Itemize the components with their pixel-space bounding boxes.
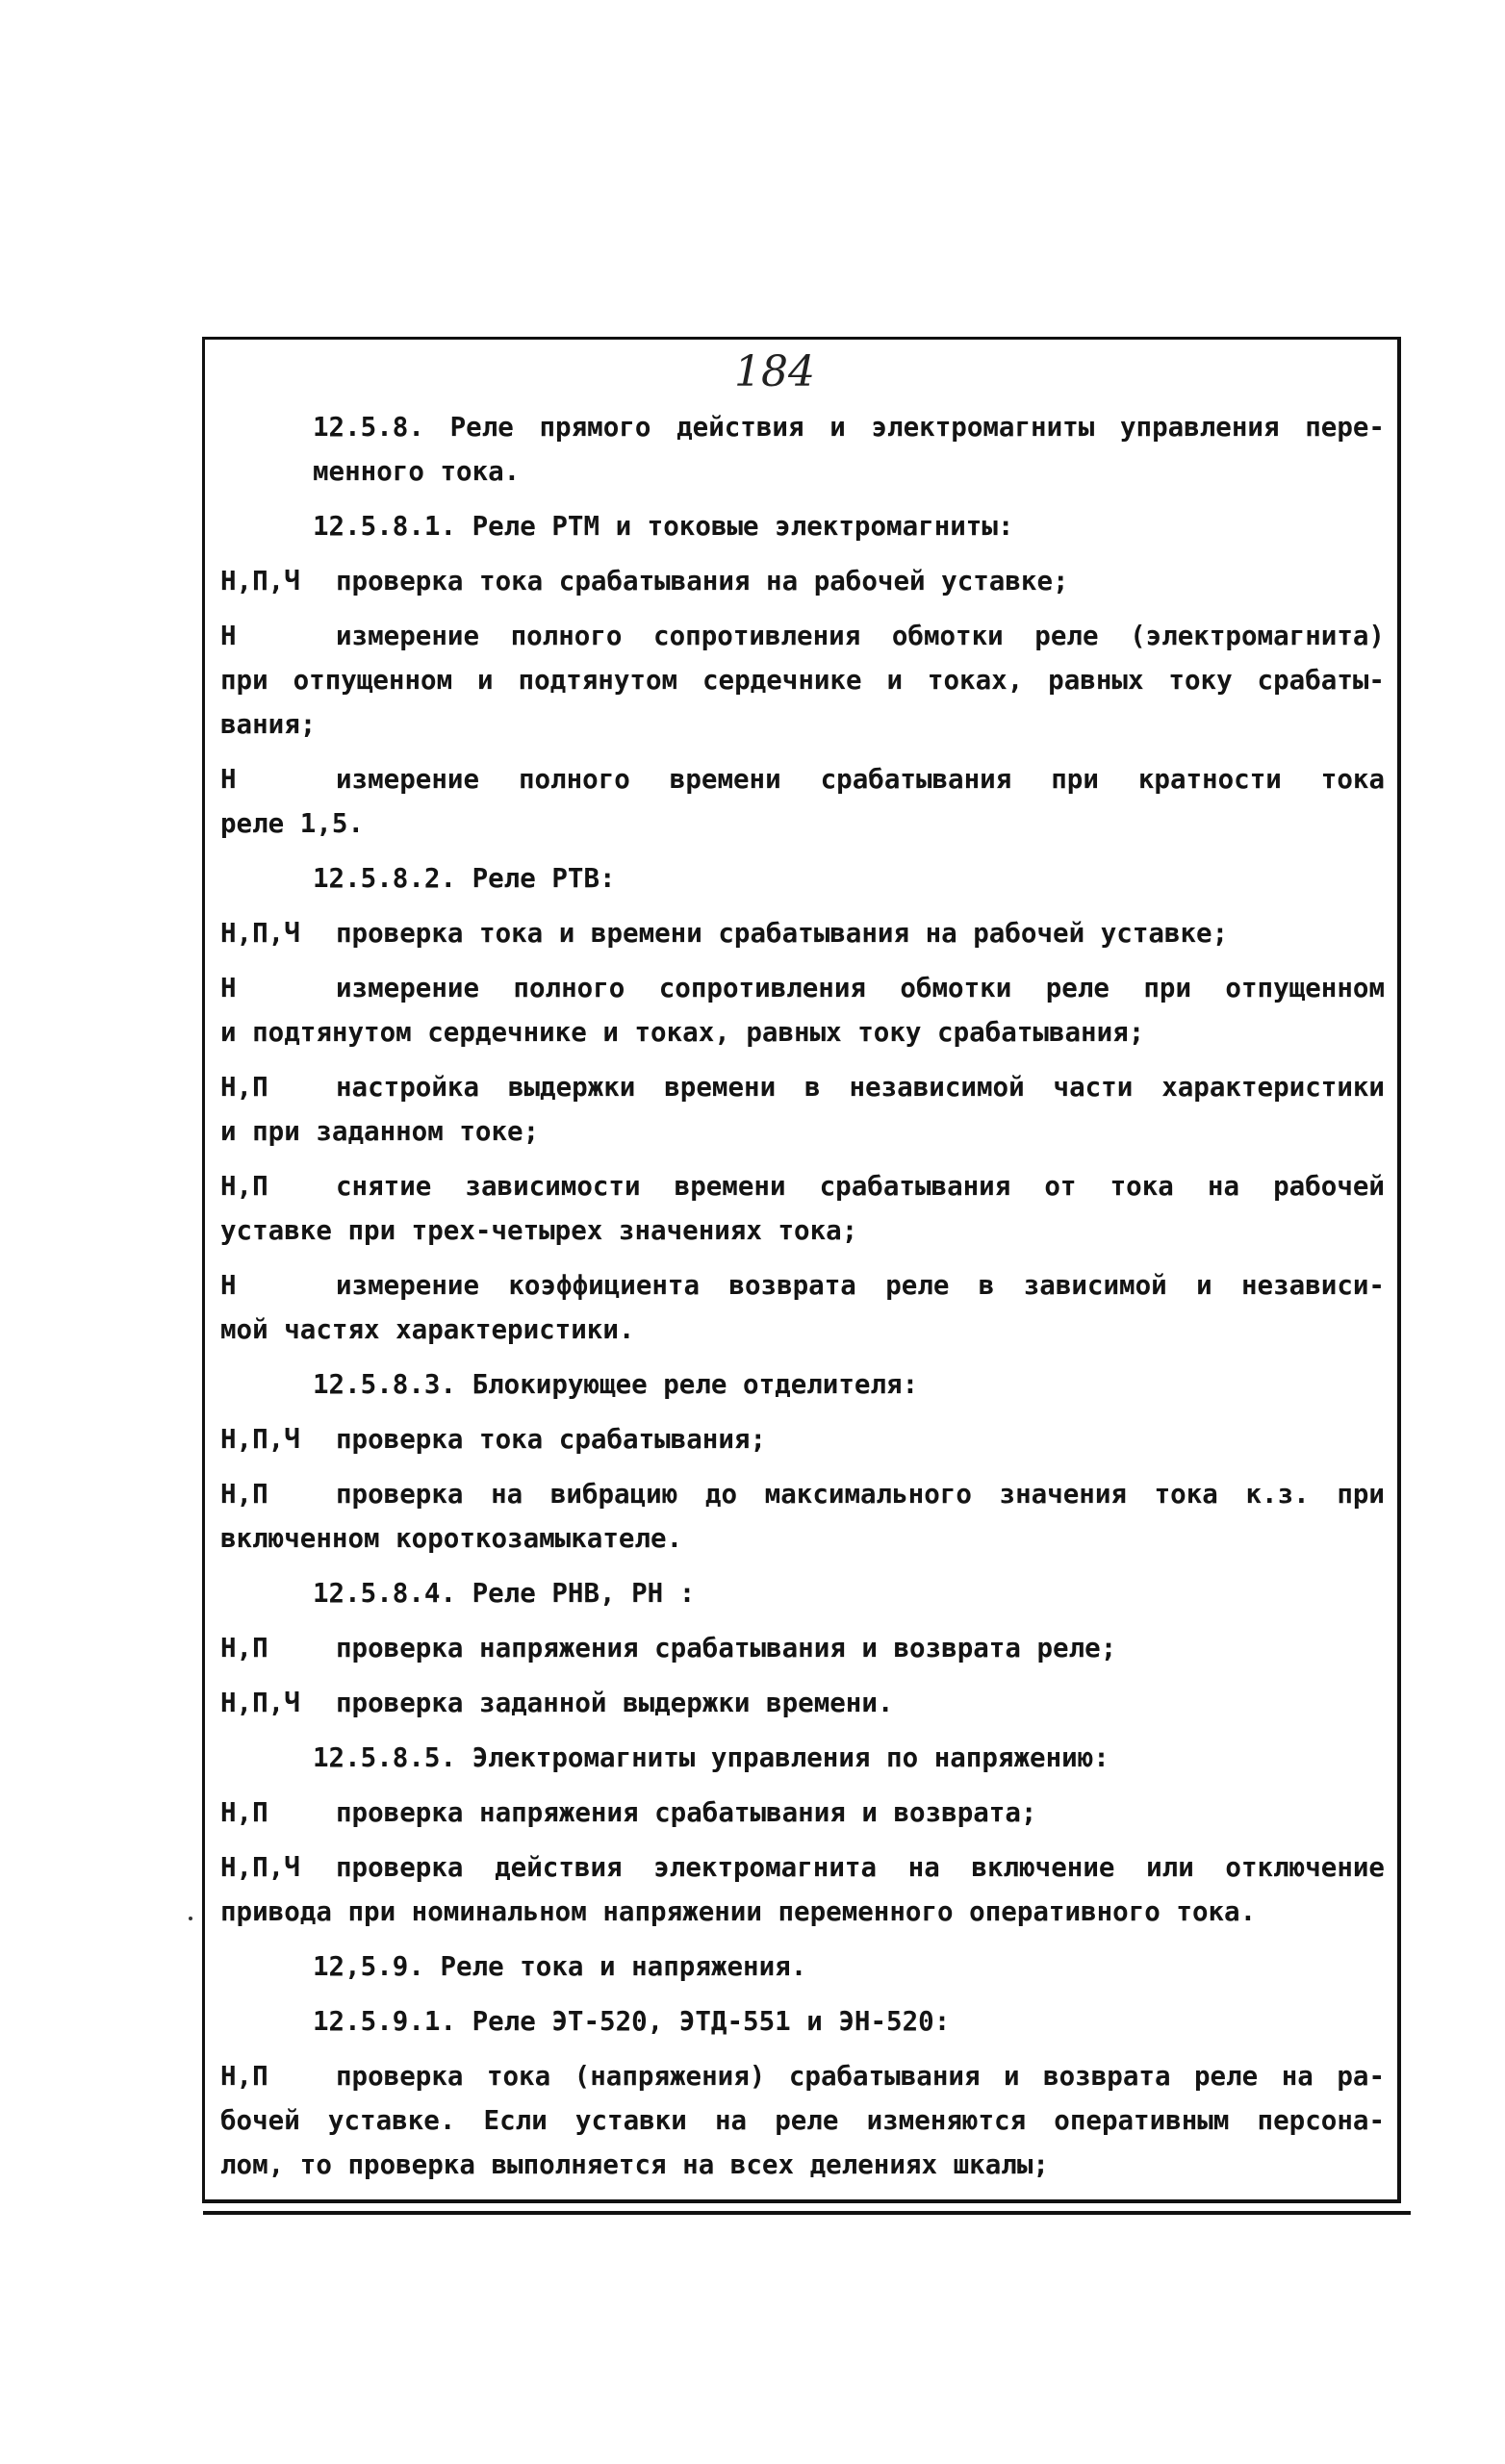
checklist-item: [220, 966, 1385, 1054]
text-line: [313, 1362, 1385, 1407]
text-line: [313, 1944, 1385, 1989]
line-text: 12.5.8.4. Реле РНВ, РН :: [313, 1578, 696, 1609]
line-text: включенном короткозамыкателе.: [220, 1523, 683, 1554]
text-line: [220, 559, 1385, 603]
inspection-type-tag: Н: [220, 1270, 237, 1301]
line-text: 12,5.9. Реле тока и напряжения.: [313, 1951, 807, 1982]
line-text: проверка действия электромагнита на включение или отключение: [336, 1852, 1385, 1883]
line-text: снятие зависимости времени срабатывания от тока на рабочей: [336, 1171, 1385, 1202]
line-text: измерение полного сопротивления обмотки реле (электромагнита): [336, 621, 1385, 651]
line-text: измерение полного времени срабатывания при кратности тока: [336, 764, 1385, 795]
line-text: 12.5.8.5. Электромагниты управления по напряжению:: [313, 1742, 1110, 1773]
section-heading: [220, 504, 1385, 548]
line-text: проверка тока срабатывания на рабочей уставке;: [336, 566, 1069, 597]
text-line: [313, 1571, 1385, 1615]
inspection-type-tag: Н,П: [220, 1171, 268, 1202]
text-line: [313, 1736, 1385, 1780]
inspection-type-tag: Н: [220, 764, 237, 795]
checklist-item: [220, 614, 1385, 747]
text-line: [313, 1999, 1385, 2044]
checklist-item: [220, 559, 1385, 603]
checklist-item: [220, 2054, 1385, 2187]
text-line: [313, 856, 1385, 901]
inspection-type-tag: Н,П,Ч: [220, 1688, 300, 1718]
text-line: [220, 1516, 1385, 1561]
text-line: [220, 1065, 1385, 1109]
text-line: [220, 757, 1385, 801]
line-text: проверка напряжения срабатывания и возврата реле;: [336, 1633, 1117, 1664]
text-line: [220, 2054, 1385, 2098]
line-text: проверка тока срабатывания;: [336, 1424, 767, 1455]
text-line: [220, 966, 1385, 1010]
text-line: [220, 1791, 1385, 1835]
text-line: [220, 1164, 1385, 1208]
text-line: [313, 449, 1385, 494]
stray-ink-mark: [189, 1917, 192, 1920]
line-text: настройка выдержки времени в независимой части характеристики: [336, 1072, 1385, 1103]
section-heading: [220, 1736, 1385, 1780]
line-text: проверка заданной выдержки времени.: [336, 1688, 894, 1718]
text-line: [220, 1472, 1385, 1516]
text-line: [220, 911, 1385, 955]
section-heading: [220, 1999, 1385, 2044]
checklist-item: [220, 1065, 1385, 1154]
line-text: и при заданном токе;: [220, 1116, 540, 1147]
text-line: [220, 614, 1385, 658]
checklist-item: [220, 1472, 1385, 1561]
line-text: 12.5.8.1. Реле РТМ и токовые электромагниты:: [313, 511, 1014, 542]
line-text: лом, то проверка выполняется на всех делениях шкалы;: [220, 2149, 1049, 2180]
text-line: [220, 1010, 1385, 1054]
line-text: менного тока.: [313, 456, 521, 487]
text-line: [220, 1681, 1385, 1725]
line-text: измерение коэффициента возврата реле в зависимой и независи-: [336, 1270, 1385, 1301]
line-text: и подтянутом сердечнике и токах, равных току срабатывания;: [220, 1017, 1145, 1048]
line-text: реле 1,5.: [220, 808, 365, 839]
page-number: 184: [734, 347, 815, 396]
text-line: [220, 1208, 1385, 1253]
text-line: [220, 1109, 1385, 1154]
text-line: [220, 702, 1385, 747]
document-body: [220, 405, 1385, 2197]
text-line: [220, 1308, 1385, 1352]
inspection-type-tag: Н,П,Ч: [220, 1852, 300, 1883]
line-text: уставке при трех-четырех значениях тока;: [220, 1215, 858, 1246]
section-heading: [220, 1362, 1385, 1407]
text-line: [220, 1417, 1385, 1461]
text-line: [220, 658, 1385, 702]
inspection-type-tag: Н,П: [220, 1797, 268, 1828]
line-text: проверка на вибрацию до максимального значения тока к.з. при: [336, 1479, 1385, 1510]
line-text: проверка напряжения срабатывания и возврата;: [336, 1797, 1037, 1828]
checklist-item: [220, 1164, 1385, 1253]
page-frame: [202, 337, 1401, 2203]
text-line: [220, 1626, 1385, 1670]
text-line: [220, 2098, 1385, 2143]
line-text: привода при номинальном напряжении переменного оперативного тока.: [220, 1896, 1257, 1927]
text-line: [220, 1845, 1385, 1890]
line-text: 12.5.8.2. Реле РТВ:: [313, 863, 616, 894]
inspection-type-tag: Н,П: [220, 2061, 268, 2092]
checklist-item: [220, 1845, 1385, 1934]
text-line: [220, 1890, 1385, 1934]
text-line: [220, 1263, 1385, 1308]
line-text: проверка тока (напряжения) срабатывания и возврата реле на ра-: [336, 2061, 1385, 2092]
line-text: мой частях характеристики.: [220, 1314, 635, 1345]
inspection-type-tag: Н,П,Ч: [220, 1424, 300, 1455]
section-heading: [220, 1571, 1385, 1615]
line-text: проверка тока и времени срабатывания на рабочей уставке;: [336, 918, 1229, 949]
checklist-item: [220, 1417, 1385, 1461]
line-text: бочей уставке. Если уставки на реле изменяются оперативным персона-: [220, 2105, 1385, 2136]
text-line: [220, 801, 1385, 846]
section-heading: [220, 856, 1385, 901]
checklist-item: [220, 1681, 1385, 1725]
checklist-item: [220, 1263, 1385, 1352]
section-heading: [220, 405, 1385, 494]
inspection-type-tag: Н,П: [220, 1072, 268, 1103]
checklist-item: [220, 1626, 1385, 1670]
checklist-item: [220, 911, 1385, 955]
checklist-item: [220, 1791, 1385, 1835]
inspection-type-tag: Н,П,Ч: [220, 918, 300, 949]
checklist-item: [220, 757, 1385, 846]
line-text: 12.5.8. Реле прямого действия и электромагниты управления пере-: [313, 412, 1385, 443]
text-line: [220, 2143, 1385, 2187]
text-line: [313, 504, 1385, 548]
inspection-type-tag: Н,П: [220, 1479, 268, 1510]
section-heading: [220, 1944, 1385, 1989]
inspection-type-tag: Н: [220, 973, 237, 1003]
line-text: вания;: [220, 709, 317, 740]
line-text: 12.5.9.1. Реле ЭТ-520, ЭТД-551 и ЭН-520:: [313, 2006, 951, 2037]
text-line: [313, 405, 1385, 449]
line-text: 12.5.8.3. Блокирующее реле отделителя:: [313, 1369, 919, 1400]
line-text: при отпущенном и подтянутом сердечнике и токах, равных току срабаты-: [220, 665, 1385, 696]
inspection-type-tag: Н,П,Ч: [220, 566, 300, 597]
inspection-type-tag: Н,П: [220, 1633, 268, 1664]
line-text: измерение полного сопротивления обмотки реле при отпущенном: [336, 973, 1385, 1003]
inspection-type-tag: Н: [220, 621, 237, 651]
